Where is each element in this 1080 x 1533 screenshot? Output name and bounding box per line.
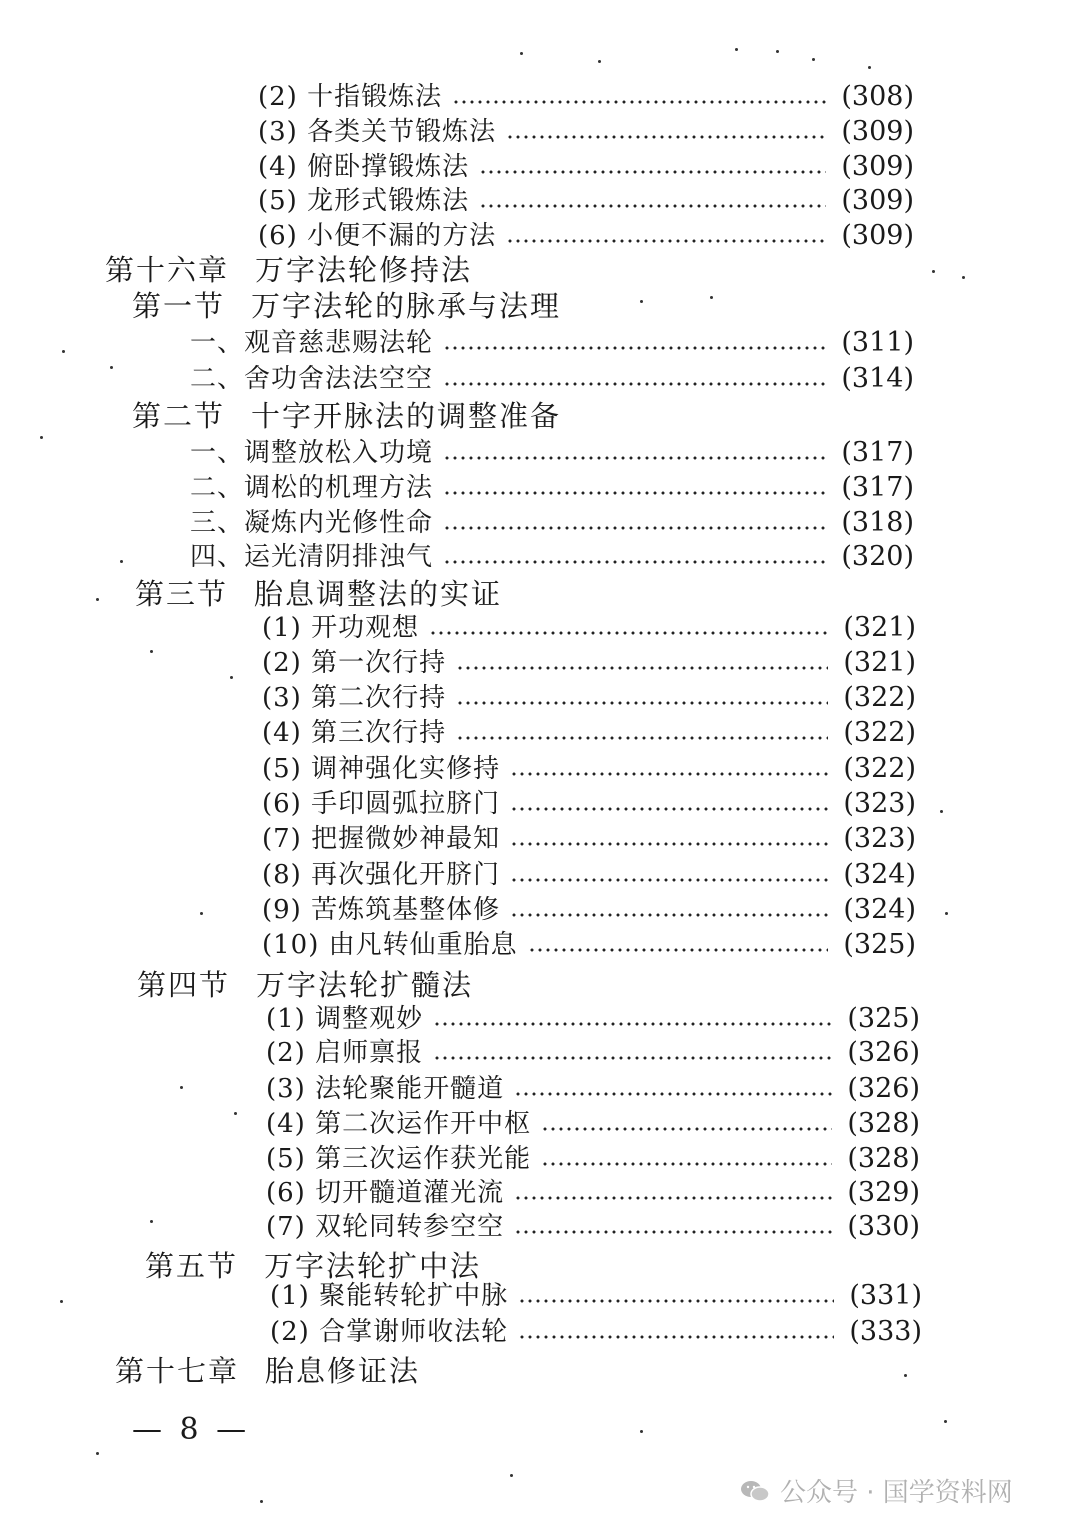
- section-number: 第五节: [145, 1249, 239, 1283]
- toc-entry: [262, 891, 916, 927]
- toc-entry: [258, 113, 914, 149]
- toc-page-number: (317): [841, 437, 914, 468]
- toc-entry: [262, 856, 916, 892]
- toc-page-number: (325): [847, 1003, 920, 1034]
- dot-leader: [506, 238, 826, 244]
- toc-page-number: (320): [841, 541, 914, 572]
- toc-entry: [266, 1034, 920, 1070]
- toc-entry-text: (3) 法轮聚能开髓道: [266, 1074, 505, 1104]
- dot-leader: [443, 525, 826, 531]
- dot-leader: [443, 381, 826, 387]
- toc-entry: [190, 504, 914, 540]
- toc-entry: [266, 1105, 920, 1141]
- section-title: 十字开脉法的调整准备: [251, 399, 562, 433]
- toc-entry: [190, 538, 914, 574]
- toc-page-number: (328): [847, 1143, 920, 1174]
- dot-leader: [514, 1091, 832, 1097]
- toc-page-number: (322): [843, 717, 916, 748]
- toc-entry-text: (7) 双轮同转参空空: [266, 1212, 505, 1242]
- toc-entry-text: 一、调整放松入功境: [190, 438, 434, 468]
- toc-page-number: (323): [843, 788, 916, 819]
- toc-entry: [258, 148, 914, 184]
- toc-page-number: (309): [841, 116, 914, 147]
- chapter-title: 万字法轮修持法: [255, 253, 473, 287]
- toc-entry: [190, 434, 914, 470]
- dot-leader: [443, 345, 826, 351]
- dot-leader: [528, 947, 828, 953]
- section-heading: [137, 966, 473, 1002]
- toc-entry-text: 二、舍功舍法法空空: [190, 364, 434, 394]
- toc-page-number: (309): [841, 151, 914, 182]
- dot-leader: [443, 490, 826, 496]
- dot-leader: [541, 1161, 832, 1167]
- toc-entry: [266, 1070, 920, 1106]
- toc-entry-text: (1) 聚能转轮扩中脉: [270, 1281, 509, 1311]
- chapter-number: 第十七章: [115, 1354, 240, 1388]
- toc-entry-text: (7) 把握微妙神最知: [262, 824, 501, 854]
- dot-leader: [429, 630, 828, 636]
- section-title: 万字法轮扩髓法: [256, 968, 474, 1002]
- toc-page-number: (321): [843, 612, 916, 643]
- toc-entry: [190, 360, 914, 396]
- dot-leader: [456, 665, 828, 671]
- toc-entry-text: (6) 手印圆弧拉脐门: [262, 789, 501, 819]
- toc-entry-text: (2) 启师禀报: [266, 1038, 424, 1068]
- watermark-text: 公众号 · 国学资料网: [780, 1478, 1013, 1508]
- dot-leader: [541, 1126, 832, 1132]
- toc-entry-text: (10) 由凡转仙重胎息: [262, 930, 518, 960]
- toc-page-number: (323): [843, 823, 916, 854]
- section-title: 万字法轮扩中法: [264, 1249, 482, 1283]
- toc-entry: [266, 1140, 920, 1176]
- toc-page-number: (326): [847, 1073, 920, 1104]
- wechat-icon: [740, 1479, 770, 1503]
- toc-entry-text: (2) 十指锻炼法: [258, 82, 443, 112]
- toc-page-number: (309): [841, 185, 914, 216]
- section-number: 第二节: [132, 399, 226, 433]
- toc-entry: [270, 1277, 922, 1313]
- toc-entry-text: (5) 龙形式锻炼法: [258, 186, 470, 216]
- chapter-heading: [105, 251, 472, 287]
- dot-leader: [510, 912, 828, 918]
- toc-entry-text: (4) 第二次运作开中枢: [266, 1109, 532, 1139]
- toc-entry-text: (6) 小便不漏的方法: [258, 221, 497, 251]
- toc-page-number: (324): [843, 859, 916, 890]
- dot-leader: [514, 1195, 832, 1201]
- toc-entry-text: (4) 第三次行持: [262, 718, 447, 748]
- toc-entry: [258, 182, 914, 218]
- toc-entry: [190, 324, 914, 360]
- toc-entry-text: 一、观音慈悲赐法轮: [190, 328, 434, 358]
- toc-page-number: (324): [843, 894, 916, 925]
- toc-entry-text: (3) 各类关节锻炼法: [258, 117, 497, 147]
- section-number: 第一节: [132, 289, 226, 323]
- toc-entry-text: (6) 切开髓道灌光流: [266, 1178, 505, 1208]
- dot-leader: [506, 134, 826, 140]
- toc-page-number: (333): [849, 1316, 922, 1347]
- dot-leader: [514, 1229, 832, 1235]
- section-number: 第三节: [135, 577, 229, 611]
- toc-entry: [262, 714, 916, 750]
- section-title: 胎息调整法的实证: [254, 577, 503, 611]
- toc-page-number: (331): [849, 1280, 922, 1311]
- dot-leader: [479, 203, 826, 209]
- section-heading: [135, 575, 502, 611]
- toc-entry-text: 四、运光清阴排浊气: [190, 542, 434, 572]
- toc-entry-text: (3) 第二次行持: [262, 683, 447, 713]
- toc-entry-text: 二、调松的机理方法: [190, 473, 434, 503]
- toc-page-number: (308): [841, 81, 914, 112]
- dot-leader: [510, 841, 828, 847]
- toc-entry: [258, 78, 914, 114]
- toc-page-number: (318): [841, 507, 914, 538]
- toc-entry-text: (1) 开功观想: [262, 613, 420, 643]
- toc-page-number: (325): [843, 929, 916, 960]
- page-number: — 8 —: [132, 1412, 251, 1447]
- toc-entry: [266, 1174, 920, 1210]
- toc-page-number: (326): [847, 1037, 920, 1068]
- toc-entry-text: (5) 调神强化实修持: [262, 754, 501, 784]
- dot-leader: [510, 771, 828, 777]
- dot-leader: [456, 735, 828, 741]
- section-heading: [132, 397, 561, 433]
- toc-entry: [262, 750, 916, 786]
- toc-page-number: (330): [847, 1211, 920, 1242]
- toc-page-number: (317): [841, 472, 914, 503]
- dot-leader: [433, 1021, 832, 1027]
- toc-entry: [262, 785, 916, 821]
- toc-entry: [262, 820, 916, 856]
- toc-page-number: (328): [847, 1108, 920, 1139]
- toc-page-number: (329): [847, 1177, 920, 1208]
- toc-entry-text: (9) 苦炼筑基整体修: [262, 895, 501, 925]
- toc-entry-text: (8) 再次强化开脐门: [262, 860, 501, 890]
- dot-leader: [433, 1055, 832, 1061]
- section-number: 第四节: [137, 968, 231, 1002]
- toc-entry: [258, 217, 914, 253]
- toc-entry: [266, 1208, 920, 1244]
- toc-page-number: (314): [841, 363, 914, 394]
- toc-entry-text: (5) 第三次运作获光能: [266, 1144, 532, 1174]
- watermark: [740, 1472, 1013, 1509]
- dot-leader: [510, 806, 828, 812]
- dot-leader: [518, 1298, 834, 1304]
- dot-leader: [510, 877, 828, 883]
- toc-entry-text: (2) 合掌谢师收法轮: [270, 1317, 509, 1347]
- toc-entry: [262, 644, 916, 680]
- dot-leader: [443, 559, 826, 565]
- dot-leader: [456, 700, 828, 706]
- toc-entry: [262, 609, 916, 645]
- dot-leader: [479, 169, 826, 175]
- dot-leader: [518, 1334, 834, 1340]
- toc-entry-text: (4) 俯卧撑锻炼法: [258, 152, 470, 182]
- toc-entry-text: (1) 调整观妙: [266, 1004, 424, 1034]
- toc-entry: [266, 1000, 920, 1036]
- toc-page-number: (311): [841, 327, 914, 358]
- dot-leader: [452, 99, 826, 105]
- dot-leader: [443, 455, 826, 461]
- section-heading: [132, 287, 561, 323]
- toc-entry: [270, 1313, 922, 1349]
- toc-entry: [190, 469, 914, 505]
- toc-entry-text: (2) 第一次行持: [262, 648, 447, 678]
- toc-entry: [262, 926, 916, 962]
- toc-page-number: (322): [843, 753, 916, 784]
- toc-page-number: (322): [843, 682, 916, 713]
- toc-entry: [262, 679, 916, 715]
- section-title: 万字法轮的脉承与法理: [251, 289, 562, 323]
- toc-page-number: (321): [843, 647, 916, 678]
- toc-page-number: (309): [841, 220, 914, 251]
- toc-entry-text: 三、凝炼内光修性命: [190, 508, 434, 538]
- chapter-number: 第十六章: [105, 253, 230, 287]
- chapter-heading: [115, 1352, 420, 1388]
- chapter-title: 胎息修证法: [265, 1354, 421, 1388]
